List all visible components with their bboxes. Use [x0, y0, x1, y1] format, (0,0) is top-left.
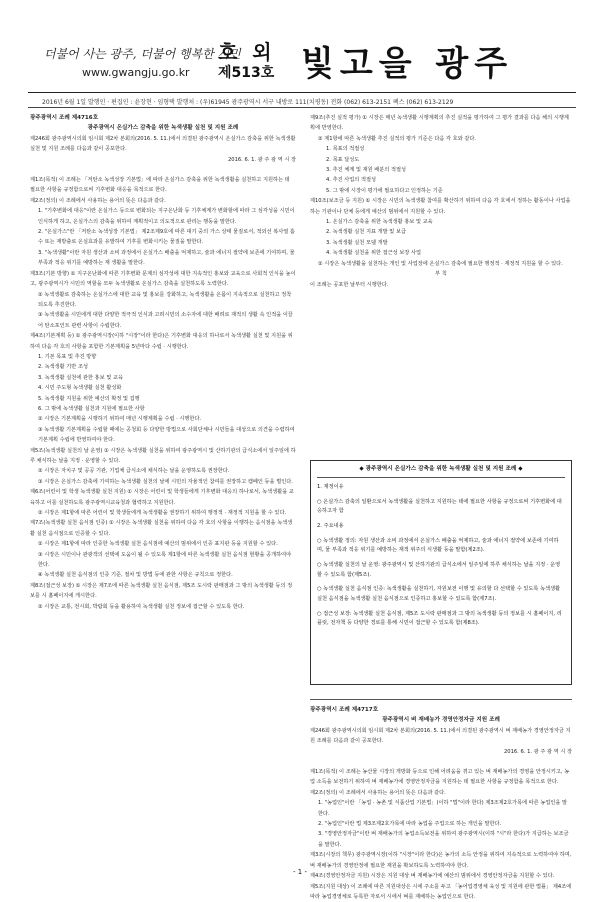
masthead	[0, 0, 600, 95]
text-line: ② 제1항에 따른 녹색생활 추진 실적의 평가 기준은 다음 각 호와 같다.	[310, 134, 572, 144]
text-line: 1. "기후변화에 대응"이란 온실가스 등으로 변화되는 지구온난화 등 기후체계가 변화할에 따라 그 심각성을 시민이 인식하게 하고, 온실가스의 감축을 위하여 계획적이고 의도적으로 관리는 행동을 말한다.	[30, 206, 296, 227]
right-column-top	[310, 113, 572, 455]
text-line: ③ 시장은 시민이나 관광객의 선택에 도움이 될 수 있도록 제1항에 따른 녹색생활 실천 음식점 현황을 공개하여야 한다.	[30, 550, 296, 571]
text-line: ② 녹색생활로 감축하는 온실가스에 대한 교육 및 홍보를 강화하고, 녹색생활을 온몸이 지속적으로 실천하고 정착되도록 추진한다.	[30, 290, 296, 311]
text-line: 5. 녹색생활 지원을 위한 예산의 확정 및 집행	[30, 394, 296, 404]
text-line: 1. 목표의 적절성	[310, 144, 572, 154]
text-line: 제3조(기본 방향) ① 지구온난화에 따른 기후변화 문제의 심각성에 대한 지속적인 홍보와 교육으로 사회적 인식을 높이고, 광주광역시가 시민의 역할을 모두 녹색생활로 온실가스 감축을 실천하도록 노력한다.	[30, 269, 296, 290]
spacer	[30, 165, 296, 175]
text-line: ② 시장은 제1항에 따른 어린이 및 학생들에게 녹색생활을 권장하기 위하여 행정적 · 재정적 지원을 할 수 있다.	[30, 508, 296, 518]
text-line: ② 시장은 녹색생활을 실천하는 개인 및 사업장에 온실가스 감축에 필요한 행정적 · 재정적 지원을 할 수 있다.	[310, 259, 572, 269]
text-line: 제7조(녹색생활 실천 음식점 인증) ① 시장은 녹색생활 실천을 위하여 다음 각 호의 사항을 이행하는 음식점을 녹색생활 실천 음식점으로 인증할 수 있다.	[30, 518, 296, 539]
text-line: 3. 녹색생활 실천 모델 개발	[310, 238, 572, 248]
text-line: 4. 추진 사업의 적절성	[310, 175, 572, 185]
text-line: 제246회 광주광역시의회 임시회 제2차 본회의(2016. 5. 11.)에서 의결된 광주광역시 벼 재배농가 경영안정자금 지원 조례를 다음과 같이 공포한다.	[310, 726, 572, 747]
text-line: 제5조(녹색생활 실천의 날 운영) ① 시장은 녹색생활 실천을 위하여 광주광역시 및 산하기관의 급식소에서 일주일에 하루 채식하는 날을 지정 · 운영할 수 있다.	[30, 446, 296, 467]
text-line: 6. 그 밖에 녹색생활 실천과 지원에 필요한 사항	[30, 404, 296, 414]
text-line: 부 칙	[310, 269, 572, 279]
issue-number: 제513호	[218, 62, 274, 82]
section-divider	[310, 699, 572, 700]
ordinance-summary-box	[310, 460, 572, 685]
meta-rule	[28, 107, 576, 108]
text-line: ② 시장은 자치구 및 공공 기관, 기업체 급식소에 채식하는 날을 운영하도록 권장한다.	[30, 466, 296, 476]
masthead-rule	[28, 92, 576, 93]
text-line: 5. 그 밖에 시장이 평가에 필요하다고 인정하는 기준	[310, 186, 572, 196]
text-line: 이 조례는 공포한 날부터 시행한다.	[310, 280, 572, 290]
text-line: 제8조(접근성 보장) ① 시장은 제7조에 따른 녹색생활 실천 음식점, 제5조 도시락 판매점과 그 밖의 녹색생활 등의 정보를 시 홈페이지에 게시한다.	[30, 581, 296, 602]
text-line: 2016. 6. 1. 광 주 광 역 시 장	[310, 747, 572, 757]
text-line: ③ 녹색생활을 시민에게 대한 다양한 적극적 인식과 고려시민의 소수자에 대한 배려로 재적의 생활 속 인적을 이끌어 탄소포인트 관련 사항이 수립한다.	[30, 310, 296, 331]
text-line: ② 시장은 교통, 전시회, 박람회 등을 활용하여 녹색생활 실천 정보에 접근할 수 있도록 한다.	[30, 602, 296, 612]
text-line: 2. 녹색생활 실천 지표 개발 및 보급	[310, 227, 572, 237]
text-line: 1. "농업인"이란 「농업 · 농촌 및 식품산업 기본법」(이하 "법"이라 한다) 제3조제2호가목에 따른 농업인을 말한다.	[310, 798, 572, 819]
text-line: 제4조(경영안정자금 지원) 시장은 지원 대상 벼 재배농가에 예산의 범위에서 경영안정자금을 지원할 수 있다.	[310, 871, 572, 881]
text-line: 1. 제정이유	[317, 483, 565, 493]
text-line: ○ 녹색생활 실천의 날 운영: 광주광역시 및 산하기관의 급식소에서 일주일에 하루 채식하는 날을 지정 · 운영할 수 있도록 함(제5조).	[317, 561, 565, 580]
text-line: 광주광역시 조례 제4716호	[30, 113, 296, 123]
text-line: 2016. 6. 1. 광 주 광 역 시 장	[30, 155, 296, 165]
text-line: ③ 시장은 온실가스 감축에 기여하는 녹색생활 실천의 날에 시민의 자율적인 참여를 권장하고 캠페인 등을 벌인다.	[30, 477, 296, 487]
text-line: 2. 녹색생활 기반 조성	[30, 362, 296, 372]
summary-box-title: ◆ 광주광역시 온실가스 감축을 위한 녹색생활 실천 및 지원 조례 ◆	[317, 465, 565, 478]
text-line: 제4조(기본계획 등) ① 광주광역시장(이하 "시장"이라 한다)은 기후변화 대응의 하나로서 녹색생활 실천 및 지원을 위하여 다음 각 호의 사항을 포함한 기본계획을 5년마다 수립 · 시행한다.	[30, 331, 296, 352]
text-line: ○ 녹색생활 정의: 자원 생산과 소비 과정에서 온실가스 배출을 억제하고, 술과 에너지 절약에 보존에 기여하며, 물 부족과 적응 위기를 예방하는 재적 위주의 식생활 등을 말함(제2조).	[317, 537, 565, 556]
text-line: 제5조(지원 대상) 이 조례에 따른 지원대상은 시에 주소를 두고 「농어업경영체 육성 및 지원에 관한 법률」 제4조에 따라 농업경영체로 등록한 자로서 시에서 벼를 재배하는 농업인으로 한다.	[310, 882, 572, 902]
text-line: 제1조(목적) 이 조례는 농산물 시장의 개방화 등으로 인해 어려움을 겪고 있는 벼 재배농가의 경영을 안정시키고, 농업 소득을 보전하기 위하여 벼 재배농가에 경영안정자금을 지원하는 데 필요한 사항을 규정함을 목적으로 한다.	[310, 767, 572, 788]
text-line: 제2조(정의) 이 조례에서 사용하는 용어의 뜻은 다음과 같다.	[30, 196, 296, 206]
text-line: 2. "온실가스"란 「저탄소 녹색성장 기본법」 제2조제9호에 따른 대기 중의 가스 상태 물질로서, 적외선 복사열 흡수 또는 재방출로 온실효과를 유발하여 기후를 변화시키는 물질을 말한다.	[30, 227, 296, 248]
text-line: 4. 녹색생활 실천을 위한 접근성 보장 사업	[310, 248, 572, 258]
text-line: 제246회 광주광역시의회 임시회 제2차 본회의(2016. 5. 11.)에서 의결된 광주광역시 온실가스 감축을 위한 녹색생활 실천 및 지원 조례를 다음과 같이 공포한다.	[30, 134, 296, 155]
text-line: 광주광역시 조례 제4717호	[310, 705, 572, 715]
text-line: ② 시장은 기본계획을 시행하기 위하여 매년 시행계획을 수립 · 시행한다.	[30, 414, 296, 424]
text-line: 1. 기본 목표 및 추진 방향	[30, 352, 296, 362]
text-line: 제2조(정의) 이 조례에서 사용하는 용어의 뜻은 다음과 같다.	[310, 788, 572, 798]
paper-title: 빛고을 광주	[301, 36, 513, 85]
text-line: 3. "경영안정자금"이란 벼 재배농가의 농업소득보전을 위하여 광주광역시(이하 "시"라 한다)가 지급하는 보조금을 말한다.	[310, 829, 572, 850]
text-line: 1. 온실가스 감축을 위한 녹색생활 홍보 및 교육	[310, 217, 572, 227]
text-line: ④ 녹색생활 실천 음식점의 인증 기준, 절차 및 방법 등에 관한 사항은 규칙으로 정한다.	[30, 570, 296, 580]
text-line: 3. 녹색생활 실천에 관한 홍보 및 교육	[30, 373, 296, 383]
text-line: 제9조(추진 실적 평가) ① 시장은 매년 녹색생활 시행계획의 추진 실적을 평가하여 그 평가 결과를 다음 해의 시행계획에 반영한다.	[310, 113, 572, 134]
text-line: 제6조(어린이 및 학생 녹색생활 실천 지원) ① 시장은 어린이 및 학생들에게 기후변화 대응의 하나로서, 녹색생활을 교육하고 이를 실천하도록 광주광역시교육청과 협력하고 지원한다.	[30, 487, 296, 508]
text-line: 2. "농업인"이란 법 제3조제2호가목에 따라 농업을 주업으로 하는 개인을 말한다.	[310, 819, 572, 829]
right-column-bottom	[310, 705, 572, 863]
text-line: ③ 녹색생활 기본계획을 수립할 때에는 공청회 등 다양한 방법으로 사회단체나 시민들을 대상으로 의견을 수렴하여 기본계획 수립에 반영하여야 한다.	[30, 425, 296, 446]
website-url[interactable]: www.gwangju.go.kr	[82, 66, 190, 79]
text-line: 제10조(보조금 등 지원) ① 시장은 시민의 녹색생활 참여를 확산하기 위하여 다음 각 호에서 정하는 활동이나 사업을 하는 기관이나 단체 등에게 예산의 범위에서 지원할 수 있다.	[310, 196, 572, 217]
text-line: ○ 온실가스 감축의 일환으로서 녹색생활을 실천하고 지원하는 데에 필요한 사항을 규정으로써 기후변화에 대응하고자 함	[317, 498, 565, 517]
text-line: 광주광역시 온실가스 감축을 위한 녹색생활 실천 및 지원 조례	[30, 123, 296, 133]
text-line: 3. 추진 체계 및 재원 배분의 적절성	[310, 165, 572, 175]
city-slogan: 더불어 사는 광주, 더불어 행복한 시민	[44, 45, 241, 62]
page-number: - 1 -	[0, 868, 600, 876]
text-line: ② 시장은 제1항에 따라 인증한 녹색생활 실천 음식점에 예산의 범위에서 인증 표지판 등을 지원할 수 있다.	[30, 539, 296, 549]
text-line: 제1조(목적) 이 조례는 「저탄소 녹색성장 기본법」에 따라 온실가스 감축을 위한 녹색생활을 실천하고 지원하는 데 필요한 사항을 규정함으로써 기후변화 대응을 목적으로 한다.	[30, 175, 296, 196]
summary-box-body	[317, 483, 565, 629]
text-line: 4. 시민 주도형 녹색생활 실천 활성화	[30, 383, 296, 393]
text-line: 제3조(시장의 책무) 광주광역시장(이하 "시장"이라 한다)은 농가의 소득 안정을 위하여 지속적으로 노력하여야 하며, 벼 재배농가의 경영안정에 필요한 재원을 확보하도록 노력하여야 한다.	[310, 850, 572, 871]
text-line: 2. 주요내용	[317, 522, 565, 532]
text-line: 광주광역시 벼 재배농가 경영안정자금 지원 조례	[310, 715, 572, 725]
left-column	[30, 113, 296, 863]
text-line: 2. 목표 달성도	[310, 155, 572, 165]
text-line: 3. "녹색생활"이란 자원 생산과 소비 과정에서 온실가스 배출을 억제하고, 술과 에너지 절약에 보존에 기여하며, 물 부족과 적응 위기를 예방하는 재 생활을 말한다.	[30, 248, 296, 269]
text-line: ○ 녹색생활 실천 음식점 인증: 녹색생활을 실천하기, 자원보전 이행 및 유의할 다 선택할 수 있도록 녹색생활 실천 음식점을 녹색생활 실천 음식점으로 인증하고 홍보할 수 있도록 함(제7조).	[317, 585, 565, 604]
text-line: ○ 접근성 보장: 녹색생활 실천 음식점, 제5조 도시락 판매점과 그 밖의 녹색생활 등의 정보를 시 홈페이지, 리플릿, 전자책 등 다양한 경로를 통해 시민이 접근할 수 있도록 함(제8조).	[317, 610, 565, 629]
publication-info: 2016년 6월 1일 발행인 · 편집인 : 윤장현 · 임형택 발행처 : (우)61945 광주광역시 서구 내방로 111(치평동) 전화 (062) 613-2151 팩스 (062) 613-2129	[42, 97, 582, 106]
edition-label: 호 외	[218, 36, 276, 65]
spacer	[310, 757, 572, 767]
